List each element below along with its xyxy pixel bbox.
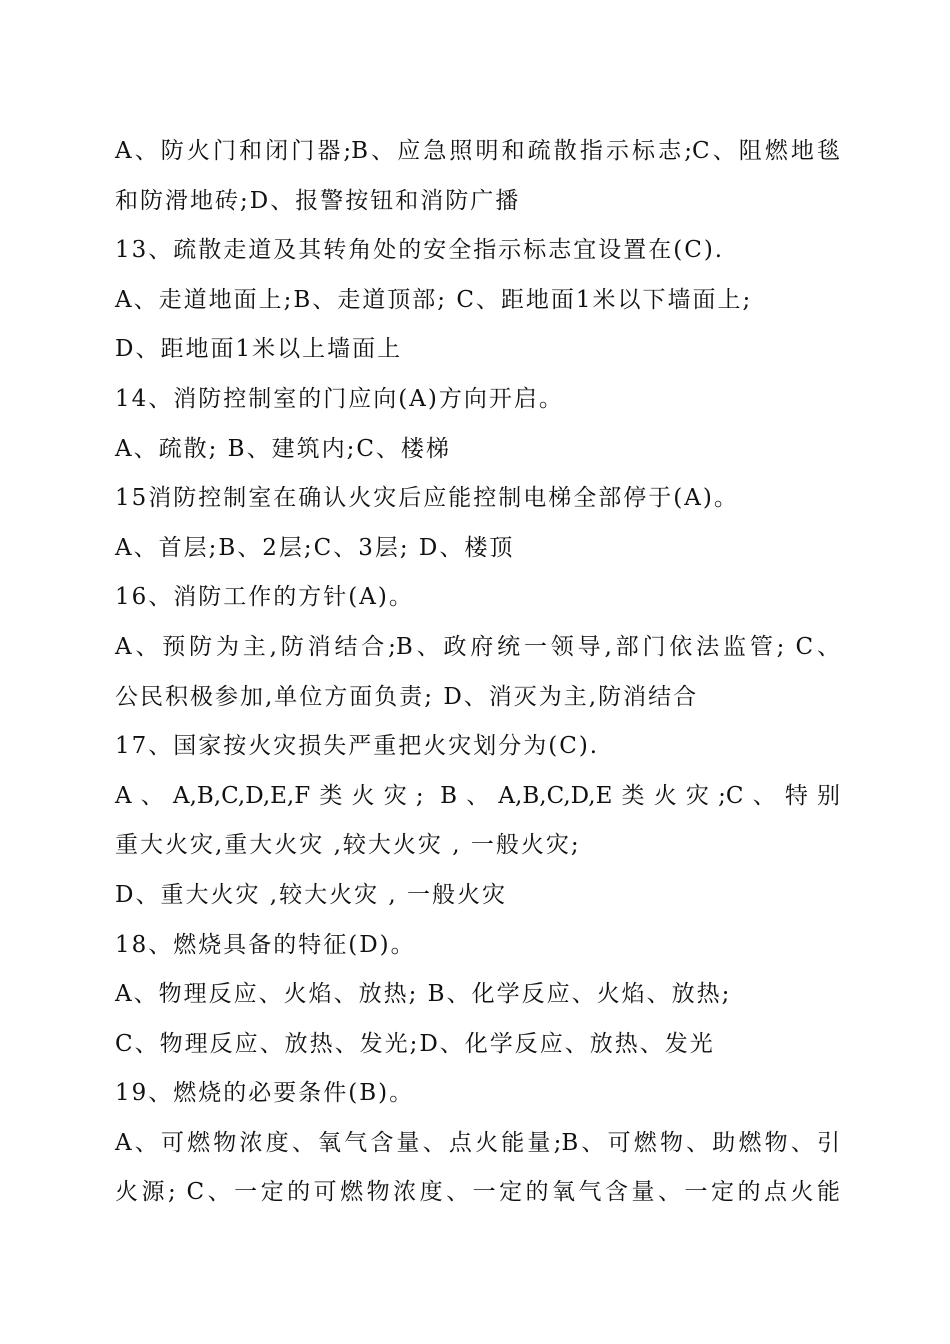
text-line: 火源; C、一定的可燃物浓度、一定的氧气含量、一定的点火能	[115, 1179, 840, 1206]
text-line: C、物理反应、放热、发光;D、化学反应、放热、发光	[115, 1030, 715, 1057]
text-line: 重大火灾,重大火灾 ,较大火灾 , 一般火灾;	[115, 832, 581, 859]
text-line: A、走道地面上;B、走道顶部; C、距地面1米以下墙面上;	[115, 286, 753, 313]
question-line: 15消防控制室在确认火灾后应能控制电梯全部停于(A)。	[115, 485, 739, 512]
text-line: A、物理反应、火焰、放热; B、化学反应、火焰、放热;	[115, 981, 732, 1008]
question-line: 19、燃烧的必要条件(B)。	[115, 1080, 415, 1107]
text-line: 公民积极参加,单位方面负责; D、消灭为主,防消结合	[115, 683, 699, 710]
question-line: 13、疏散走道及其转角处的安全指示标志宜设置在(C).	[115, 237, 725, 264]
document-page	[115, 127, 840, 1218]
text-line: A、疏散; B、建筑内;C、楼梯	[115, 435, 451, 462]
text-line: A、可燃物浓度、氧气含量、点火能量;B、可燃物、助燃物、引	[115, 1129, 840, 1156]
text-line: A、防火门和闭门器;B、应急照明和疏散指示标志;C、阻燃地毯	[115, 138, 840, 164]
question-line: 14、消防控制室的门应向(A)方向开启。	[115, 385, 564, 412]
text-line: A、A,B,C,D,E,F类火灾; B、A,B,C,D,E类火灾;C、特别	[115, 782, 840, 809]
question-line: 16、消防工作的方针(A)。	[115, 584, 414, 611]
text-line: A、预防为主,防消结合;B、政府统一领导,部门依法监管; C、	[115, 633, 840, 660]
text-line: D、重大火灾 ,较大火灾 , 一般火灾	[115, 881, 507, 908]
text-line: A、首层;B、2层;C、3层; D、楼顶	[115, 534, 515, 561]
text-line: D、距地面1米以上墙面上	[115, 336, 403, 363]
question-line: 18、燃烧具备的特征(D)。	[115, 931, 416, 958]
question-line: 17、国家按火灾损失严重把火灾划分为(C).	[115, 733, 600, 760]
text-line: 和防滑地砖;D、报警按钮和消防广播	[115, 187, 521, 214]
